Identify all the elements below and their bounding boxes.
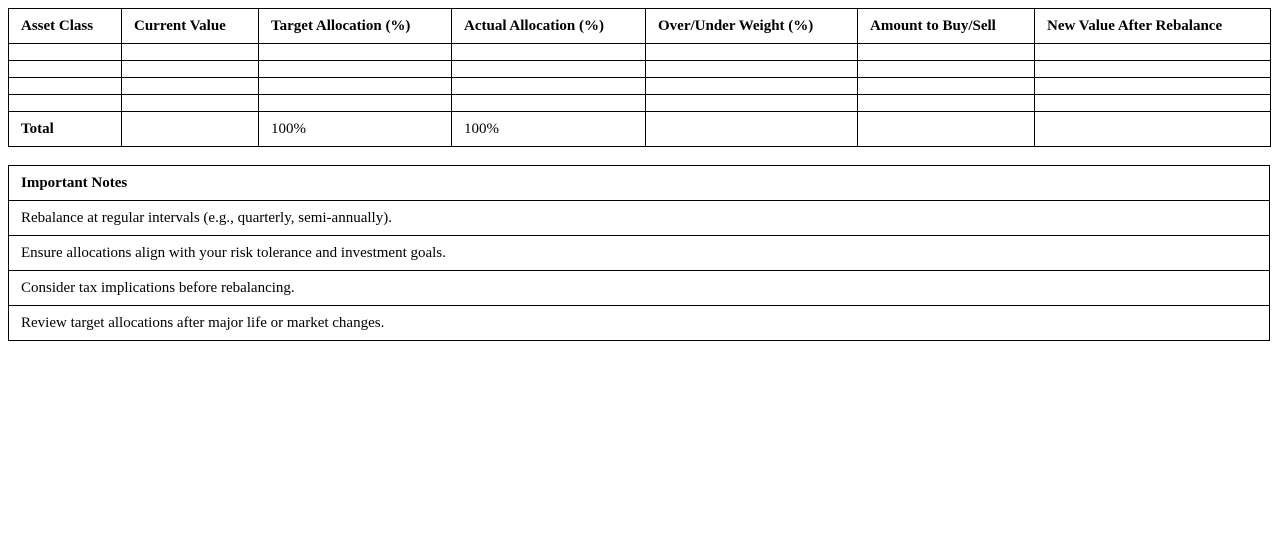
rebalance-table [8, 8, 1271, 147]
table-cell [259, 78, 452, 95]
table-cell [9, 95, 122, 112]
table-cell [646, 95, 858, 112]
table-cell [858, 78, 1035, 95]
notes-title: Important Notes [9, 166, 1270, 201]
total-label: Total [9, 112, 122, 147]
header-row [9, 9, 1271, 44]
table-cell [646, 78, 858, 95]
note-row [9, 271, 1270, 306]
header-over-under-weight: Over/Under Weight (%) [646, 9, 858, 44]
table-cell [1035, 61, 1271, 78]
table-cell [122, 95, 259, 112]
table-cell [646, 61, 858, 78]
note-row [9, 236, 1270, 271]
table-cell [259, 61, 452, 78]
table-cell [1035, 95, 1271, 112]
table-cell [1035, 44, 1271, 61]
header-new-value: New Value After Rebalance [1035, 9, 1271, 44]
table-cell [858, 61, 1035, 78]
note-row [9, 201, 1270, 236]
table-cell [259, 95, 452, 112]
table-cell [452, 78, 646, 95]
table-cell [122, 78, 259, 95]
notes-header-row [9, 166, 1270, 201]
table-cell [452, 61, 646, 78]
table-row [9, 95, 1271, 112]
table-cell [122, 44, 259, 61]
header-amount-to-buy-sell: Amount to Buy/Sell [858, 9, 1035, 44]
note-item: Consider tax implications before rebalancing. [9, 271, 1270, 306]
note-item: Ensure allocations align with your risk tolerance and investment goals. [9, 236, 1270, 271]
table-cell [858, 95, 1035, 112]
table-cell [259, 44, 452, 61]
table-row [9, 61, 1271, 78]
table-cell [452, 44, 646, 61]
total-target-allocation: 100% [259, 112, 452, 147]
note-row [9, 306, 1270, 341]
header-current-value: Current Value [122, 9, 259, 44]
header-target-allocation: Target Allocation (%) [259, 9, 452, 44]
total-row [9, 112, 1271, 147]
table-cell [452, 95, 646, 112]
table-cell [122, 61, 259, 78]
table-cell [9, 44, 122, 61]
header-actual-allocation: Actual Allocation (%) [452, 9, 646, 44]
total-amount-to-buy-sell [858, 112, 1035, 147]
table-cell [9, 61, 122, 78]
table-row [9, 78, 1271, 95]
table-cell [646, 44, 858, 61]
note-item: Rebalance at regular intervals (e.g., quarterly, semi-annually). [9, 201, 1270, 236]
total-actual-allocation: 100% [452, 112, 646, 147]
total-current-value [122, 112, 259, 147]
total-new-value [1035, 112, 1271, 147]
table-cell [1035, 78, 1271, 95]
notes-table [8, 165, 1270, 341]
table-row [9, 44, 1271, 61]
table-cell [9, 78, 122, 95]
header-asset-class: Asset Class [9, 9, 122, 44]
total-over-under-weight [646, 112, 858, 147]
document-body [8, 8, 1270, 341]
note-item: Review target allocations after major life or market changes. [9, 306, 1270, 341]
table-cell [858, 44, 1035, 61]
